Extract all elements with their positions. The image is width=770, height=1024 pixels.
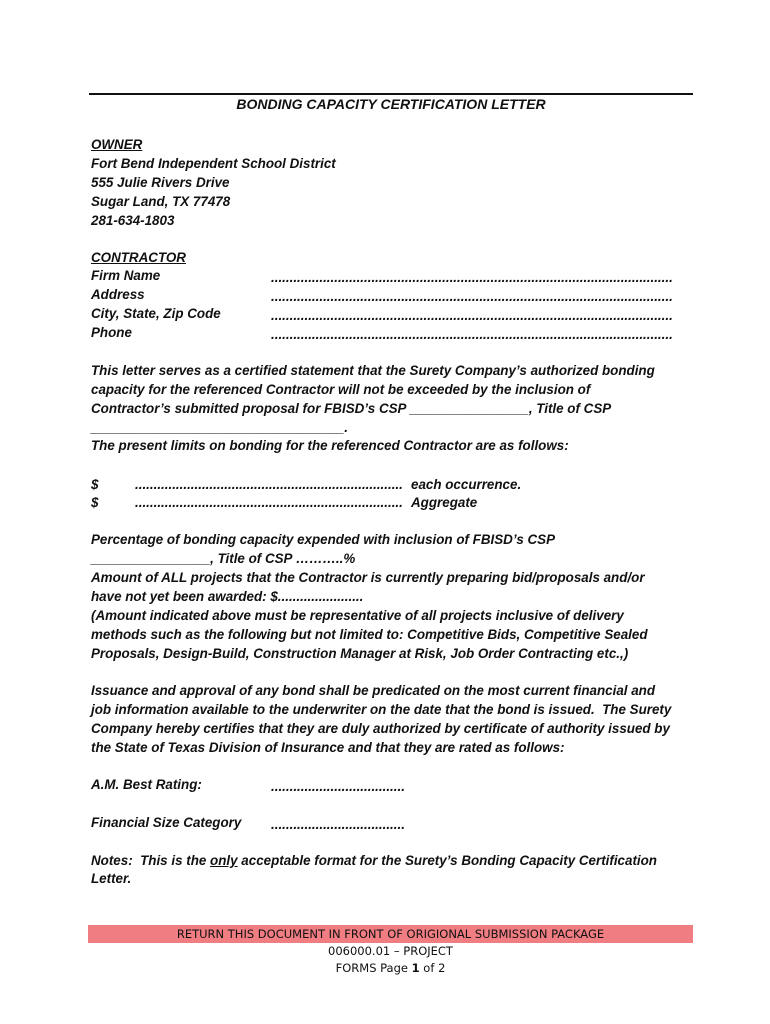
percentage-line-2: ________________, Title of CSP ………..% [91,551,356,566]
footer-banner-text: RETURN THIS DOCUMENT IN FRONT OF ORIGIONAL SUBMISSION PACKAGE [176,927,605,941]
statement-line-2: capacity for the referenced Contractor will not be exceeded by the inclusion of [91,382,591,397]
address-field[interactable]: ............................................................................................................ [271,289,673,304]
statement-line-3: Contractor’s submitted proposal for FBISD’s CSP ________________, Title of CSP [91,401,612,416]
phone-label: Phone [91,325,132,340]
address-label: Address [91,287,145,302]
limit-1-amount-field[interactable]: ........................................................................ [135,477,403,492]
firm-name-label: Firm Name [91,268,161,283]
am-best-rating-label: A.M. Best Rating: [91,777,202,792]
limit-1-suffix: each occurrence. [411,477,522,492]
footer-page-number [88,960,693,977]
firm-name-field[interactable]: ............................................................................................................ [271,270,673,285]
percentage-line-1: Percentage of bonding capacity expended with inclusion of FBISD’s CSP [91,532,556,547]
financial-size-field[interactable]: .................................... [271,817,405,832]
limit-2-suffix: Aggregate [411,495,478,510]
owner-city: Sugar Land, TX 77478 [91,194,231,209]
issuance-line-4: the State of Texas Division of Insurance and that they are rated as follows: [91,740,565,755]
amount-note-line-3: Proposals, Design-Build, Construction Manager at Risk, Job Order Contracting etc.,) [91,646,629,661]
page-total: 2 [438,961,446,975]
notes-prefix: Notes: This is the [91,853,211,868]
notes-suffix: acceptable format for the Surety’s Bonding Capacity Certification [237,853,657,868]
city-state-zip-field[interactable]: ............................................................................................................ [271,308,673,323]
limit-2-amount-field[interactable]: ........................................................................ [135,495,403,510]
financial-size-label: Financial Size Category [91,815,242,830]
issuance-line-1: Issuance and approval of any bond shall be predicated on the most current financial and [91,683,656,698]
amount-note-line-2: methods such as the following but not limited to: Competitive Bids, Competitive Sealed [91,627,648,642]
owner-name: Fort Bend Independent School District [91,156,336,171]
notes-emphasis: only [210,853,238,868]
statement-line-4: __________________________________. [91,420,348,435]
limit-1-symbol: $ [91,477,99,492]
amount-note-line-1: (Amount indicated above must be representative of all projects inclusive of delivery [91,608,624,623]
owner-heading: OWNER [91,137,143,152]
notes-line-1 [91,851,657,870]
city-state-zip-label: City, State, Zip Code [91,306,221,321]
notes-line-2: Letter. [91,871,132,886]
owner-phone: 281-634-1803 [91,213,175,228]
footer-code: 006000.01 – PROJECT [328,944,453,958]
limit-2-symbol: $ [91,495,99,510]
am-best-rating-field[interactable]: .................................... [271,779,405,794]
phone-field[interactable]: ............................................................................................................ [271,327,673,342]
page-current: 1 [411,961,420,975]
page-mid: of [419,961,439,975]
document-title: BONDING CAPACITY CERTIFICATION LETTER [236,96,546,112]
statement-line-1: This letter serves as a certified statement that the Surety Company’s authorized bonding [91,363,655,378]
owner-street: 555 Julie Rivers Drive [91,175,230,190]
contractor-heading: CONTRACTOR [91,250,186,265]
amount-line-1: Amount of ALL projects that the Contractor is currently preparing bid/proposals and/or [91,570,645,585]
issuance-line-3: Company hereby certifies that they are duly authorized by certificate of authority issued by [91,721,670,736]
statement-line-5: The present limits on bonding for the referenced Contractor are as follows: [91,438,569,453]
page-prefix: FORMS Page [335,961,412,975]
amount-line-2: have not yet been awarded: $....................... [91,589,364,604]
issuance-line-2: job information available to the underwriter on the date that the bond is issued. The Surety [91,702,672,717]
